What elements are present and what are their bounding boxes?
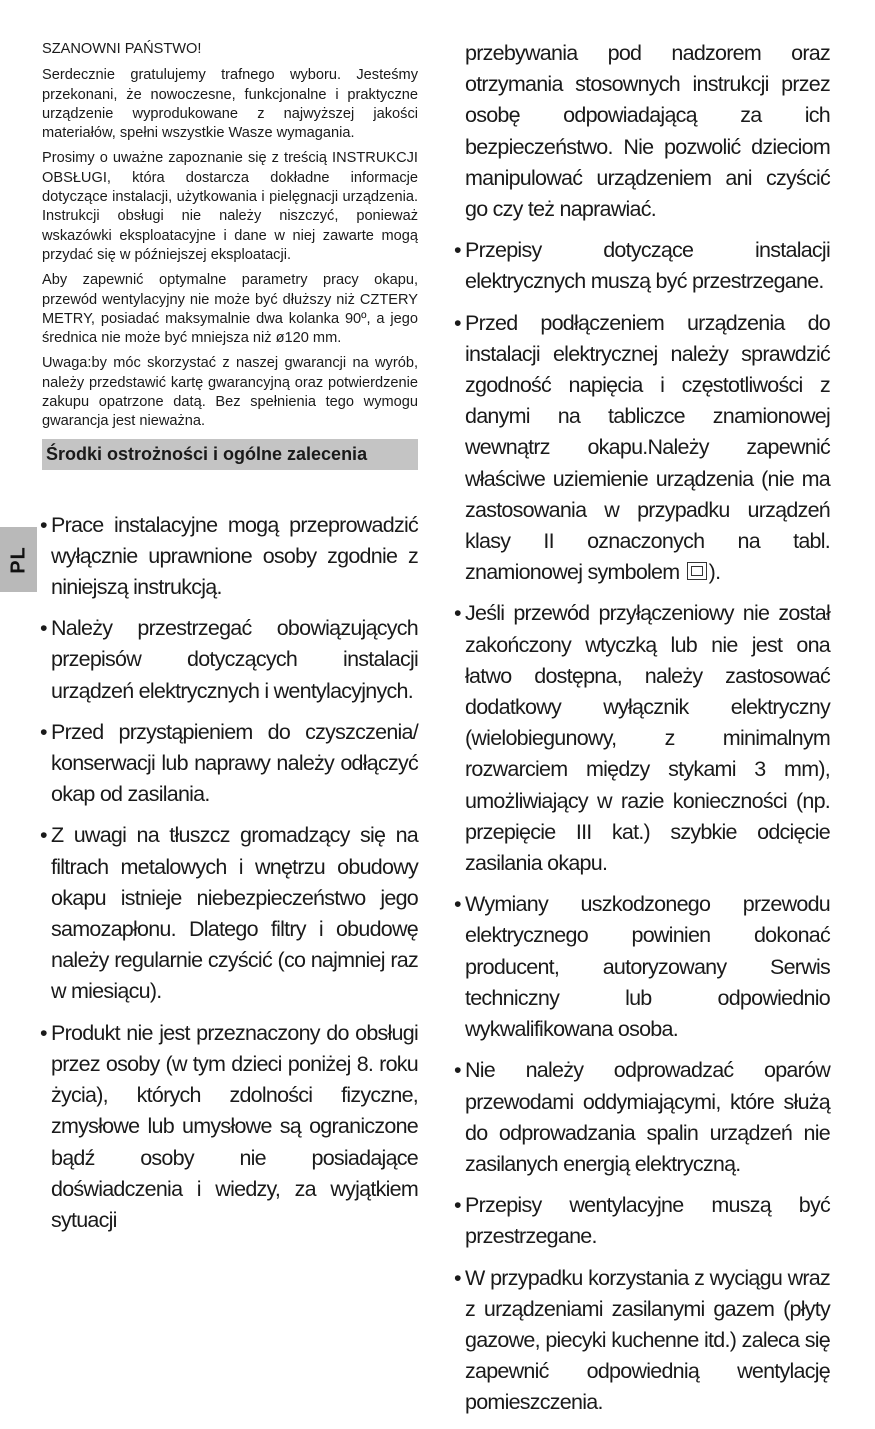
list-item: • Produkt nie jest przeznaczony do obsługi przez osoby (w tym dzieci poniżej 8. roku życia), których zdolności fizyczne, zmysłowe lub umysłowe są ograniczone bądź osoby nie posiadające doświadczenia i wiedzy, za wyjątkiem sytuacji — [42, 1018, 418, 1236]
list-item: • Prace instalacyjne mogą przeprowadzić wyłącznie uprawnione osoby zgodnie z niniejszą instrukcją. — [42, 510, 418, 604]
list-item: • Należy przestrzegać obowiązujących przepisów dotyczących instalacji urządzeń elektrycznych i wentylacyjnych. — [42, 613, 418, 707]
list-item-text: Przed podłączeniem urządzenia do instalacji elektrycznej należy sprawdzić zgodność napięcia i częstotliwości z danymi na tabliczce znamionowej wewnątrz okapu.Należy zapewnić właściwe uziemienie urządzenia (nie ma zastosowania w przypadku urządzeń klasy II oznaczonych na tabl. znamionowej symbolem — [465, 310, 830, 585]
salutation: SZANOWNI PAŃSTWO! — [42, 41, 202, 57]
language-label: PL — [7, 545, 29, 574]
list-item: • Jeśli przewód przyłączeniowy nie został zakończony wtyczką lub nie jest ona łatwo dostępna, należy zastosować dodatkowy wyłącznik elektryczny (wielobiegunowy, z minimalnym rozwarciem między stykami 3 mm), umożliwiający w razie konieczności (np. przepięcie III kat.) szybkie odcięcie zasilania okapu. — [456, 598, 830, 879]
right-column — [456, 38, 830, 1429]
list-item — [456, 308, 830, 589]
list-item: • Przepisy wentylacyjne muszą być przestrzegane. — [456, 1190, 830, 1252]
ventilation-paragraph: Aby zapewnić optymalne parametry pracy okapu, przewód wentylacyjny nie może być dłuższy niż CZTERY METRY, posiadać maksymalnie dwa kolanka 90º, a jego średnica nie może być mniejsza niż ø120 mm. — [42, 272, 418, 347]
list-item: • Z uwagi na tłuszcz gromadzący się na filtrach metalowych i wnętrzu obudowy okapu istnieje niebezpieczeństwo jego samozapłonu. Dlatego filtry i obudowę należy regularnie czyścić (co najmniej raz w miesiącu). — [42, 820, 418, 1007]
left-bullet-list — [42, 510, 418, 1236]
list-item: • W przypadku korzystania z wyciągu wraz z urządzeniami zasilanymi gazem (płyty gazowe, piecyki kuchenne itd.) zaleca się zapewnić odpowiednią wentylację pomieszczenia. — [456, 1263, 830, 1419]
warranty-paragraph: Uwaga:by móc skorzystać z naszej gwarancji na wyrób, należy przedstawić kartę gwarancyjną oraz potwierdzenie zakupu opatrzone datą. Bez spełnienia tego wymogu gwarancja jest nieważna. — [42, 355, 418, 430]
continuation-text: przebywania pod nadzorem oraz otrzymania stosownych instrukcji przez osobę odpowiadającą za ich bezpieczeństwo. Nie pozwolić dzieciom manipulować urządzeniem ani czyścić go czy też naprawiać. — [465, 41, 830, 222]
symbol-suffix: ). — [708, 560, 721, 585]
list-item: • Nie należy odprowadzać oparów przewodami oddymiającymi, które służą do odprowadzania spalin urządzeń nie zasilanych energią elektryczną. — [456, 1055, 830, 1180]
list-item: • Przed przystąpieniem do czyszczenia/ konserwacji lub naprawy należy odłączyć okap od zasilania. — [42, 717, 418, 811]
list-item: • Wymiany uszkodzonego przewodu elektrycznego powinien dokonać producent, autoryzowany Serwis techniczny lub odpowiednio wykwalifikowana osoba. — [456, 889, 830, 1045]
left-column — [42, 40, 418, 1246]
language-tab — [0, 527, 37, 592]
instructions-paragraph: Prosimy o uważne zapoznanie się z treścią INSTRUKCJI OBSŁUGI, która dostarcza dokładne informacje dotyczące instalacji, użytkowania i pielęgnacji urządzenia. Instrukcji obsługi nie należy niszczyć, ponieważ wskazówki eksploatacyjne i dane w niej zawarte mogą przydać się w późniejszej eksploatacji. — [42, 150, 418, 263]
intro-paragraph: Serdecznie gratulujemy trafnego wyboru. Jesteśmy przekonani, że nowoczesne, funkcjonalne i praktyczne urządzenie wyprodukowane z najwyższej jakości materiałów, spełni wszystkie Wasze wymagania. — [42, 67, 418, 142]
section-title: Środki ostrożności i ogólne zalecenia — [42, 439, 418, 470]
list-item: • Przepisy dotyczące instalacji elektrycznych muszą być przestrzegane. — [456, 235, 830, 297]
class-ii-symbol-icon — [687, 562, 707, 580]
